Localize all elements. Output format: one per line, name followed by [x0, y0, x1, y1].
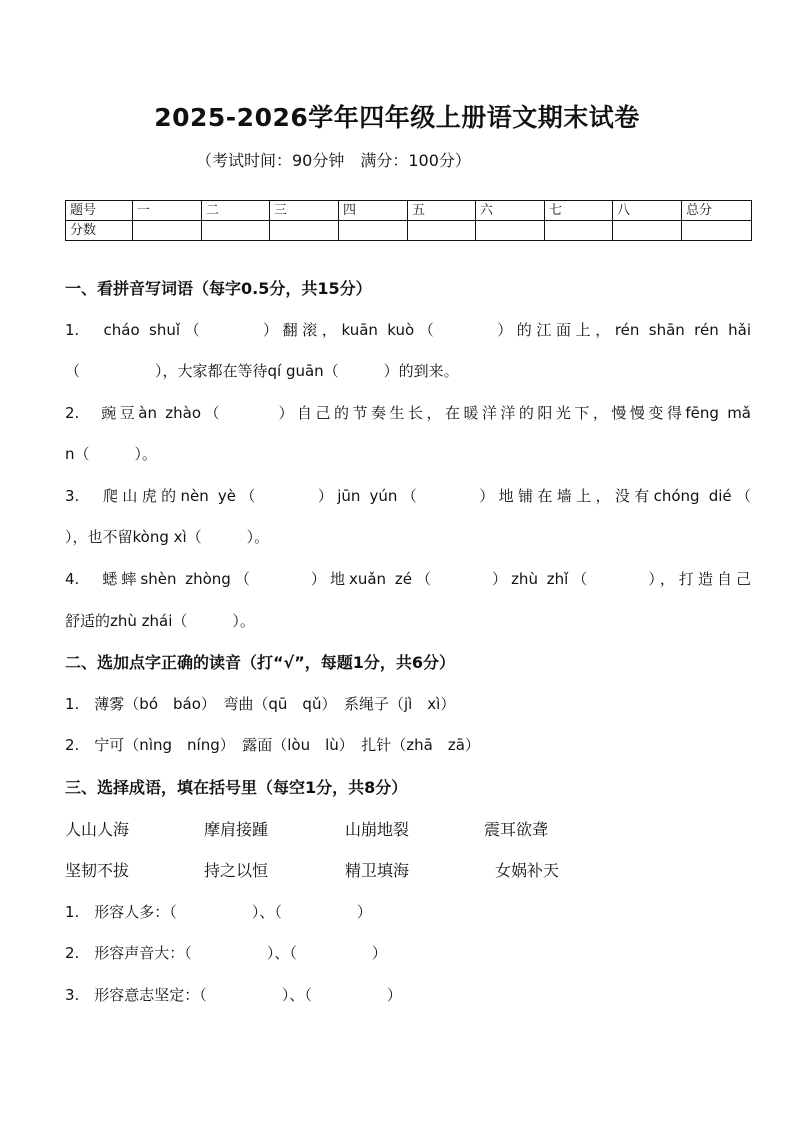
score-table-cell: 四 — [339, 201, 408, 221]
score-table-cell: 一 — [133, 201, 202, 221]
score-table-cell: 八 — [613, 201, 682, 221]
exam-title: 2025-2026学年四年级上册语文期末试卷 — [154, 103, 640, 132]
section2-heading: 二、选加点字正确的读音（打“√”，每题1分，共6分） — [65, 653, 455, 672]
score-entry-cell[interactable] — [682, 221, 752, 241]
score-table-cell: 五 — [408, 201, 476, 221]
score-table-cell: 三 — [270, 201, 339, 221]
score-entry-cell[interactable] — [133, 221, 202, 241]
section1-heading: 一、看拼音写词语（每字0.5分，共15分） — [65, 279, 372, 298]
section2-line: 2. 宁可（nìng níng） 露面（lòu lù） 扎针（zhā zā） — [65, 736, 480, 754]
exam-subtitle: （考试时间：90分钟 满分：100分） — [196, 151, 471, 170]
score-entry-cell[interactable] — [408, 221, 476, 241]
score-entry-cell[interactable] — [202, 221, 270, 241]
score-entry-cell[interactable] — [339, 221, 408, 241]
section3-heading: 三、选择成语，填在括号里（每空1分，共8分） — [65, 778, 408, 797]
section3-question: 1. 形容人多：（ ）、（ ） — [65, 903, 372, 921]
section1-line: （ ），大家都在等待qí guān（ ）的到来。 — [65, 362, 459, 380]
score-label-cell: 分数 — [66, 221, 133, 241]
section1-line: ），也不留kòng xì（ ）。 — [65, 528, 270, 546]
idiom-option: 山崩地裂 — [345, 820, 410, 839]
section1-line: 3. 爬山虎的nèn yè（ ）jūn yún（ ）地铺在墙上，没有chóng dié（ — [65, 487, 751, 505]
score-entry-cell[interactable] — [545, 221, 613, 241]
score-table-cell: 题号 — [66, 201, 133, 221]
section3-question: 3. 形容意志坚定：（ ）、（ ） — [65, 986, 402, 1004]
section1-line: 2. 豌豆àn zhào（ ）自己的节奏生长，在暖洋洋的阳光下，慢慢变得fēng mǎ — [65, 404, 751, 422]
idiom-option: 震耳欲聋 — [484, 820, 549, 839]
section2-line: 1. 薄雾（bó báo） 弯曲（qū qǔ） 系绳子（jì xì） — [65, 695, 456, 713]
section1-line: 舒适的zhù zhái（ ）。 — [65, 612, 255, 630]
score-entry-cell[interactable] — [613, 221, 682, 241]
score-table-cell: 六 — [476, 201, 545, 221]
score-table-cell: 二 — [202, 201, 270, 221]
section1-line: n（ ）。 — [65, 445, 158, 463]
score-entry-cell[interactable] — [476, 221, 545, 241]
score-entry-cell[interactable] — [270, 221, 339, 241]
section3-question: 2. 形容声音大：（ ）、（ ） — [65, 944, 387, 962]
score-table — [65, 200, 752, 241]
idiom-option: 持之以恒 — [204, 861, 269, 880]
score-table-cell: 七 — [545, 201, 613, 221]
score-table-header-row — [66, 201, 752, 221]
section1-line: 1. cháo shuǐ（ ）翻滚，kuān kuò（ ）的江面上，rén shān rén hǎi — [65, 321, 751, 339]
idiom-option: 摩肩接踵 — [204, 820, 269, 839]
score-table-cell: 总分 — [682, 201, 752, 221]
idiom-option: 精卫填海 — [345, 861, 410, 880]
idiom-option: 坚韧不拔 — [65, 861, 130, 880]
idiom-option: 女娲补天 — [495, 861, 560, 880]
section1-line: 4. 蟋蟀shèn zhòng（ ）地xuǎn zé（ ）zhù zhǐ（ ），打造自己 — [65, 570, 751, 588]
idiom-option: 人山人海 — [65, 820, 130, 839]
score-table-score-row — [66, 221, 752, 241]
